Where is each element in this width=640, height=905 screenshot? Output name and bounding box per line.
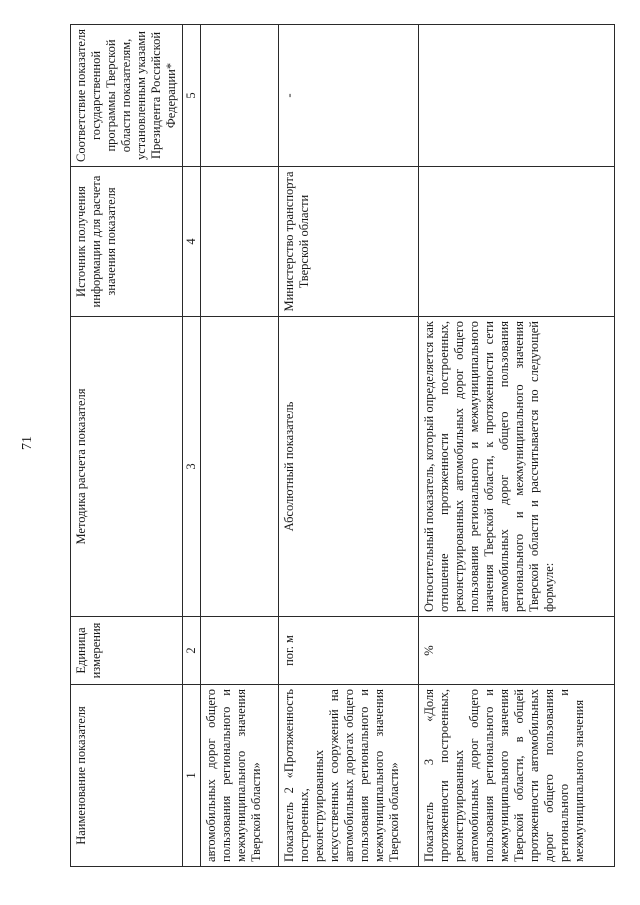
col-number: 4 (183, 167, 201, 317)
indicator-name: Показатель 2 «Протяженность построенных, реконструированных искусственных сооружений на автомобильных дорогах общего пользования регионального и межмуниципального значения Тверской области» (279, 685, 419, 867)
indicator-name: автомобильных дорог общего пользования регионального и межмуниципального значения Тверской области» (201, 685, 279, 867)
indicator-compliance: - (279, 25, 419, 167)
indicator-unit (201, 617, 279, 685)
table-row (201, 25, 279, 867)
indicator-compliance (419, 25, 615, 167)
indicator-source (419, 167, 615, 317)
indicator-unit: пог. м (279, 617, 419, 685)
indicator-method: Абсолютный показатель (279, 317, 419, 617)
header-unit: Единица измерения (71, 617, 183, 685)
col-number: 5 (183, 25, 201, 167)
header-name: Наименование показателя (71, 685, 183, 867)
indicator-name: Показатель 3 «Доля протяженности построенных, реконструированных автомобильных дорог общего пользования регионального и межмуниципального значения Тверской области, в общей протяженности автомобильных дорог общего пользования регионального и межмуниципального значения (419, 685, 615, 867)
page-number: 71 (20, 436, 35, 450)
indicator-compliance (201, 25, 279, 167)
indicator-source (201, 167, 279, 317)
table-row (279, 25, 419, 867)
header-source: Источник получения информации для расчета значения показателя (71, 167, 183, 317)
header-compliance: Соответствие показателя государственной программы Тверской области показателям, установленным указами Президента Российской Федерации* (71, 25, 183, 167)
col-number: 2 (183, 617, 201, 685)
indicators-table (70, 24, 615, 867)
column-number-row (183, 25, 201, 867)
header-row (71, 25, 183, 867)
col-number: 3 (183, 317, 201, 617)
indicator-method (201, 317, 279, 617)
rotated-page (70, 25, 615, 867)
indicator-method: Относительный показатель, который определяется как отношение протяженности построенных, реконструированных автомобильных дорог общего пользования регионального и межмуниципального значения Тверской области, к протяженности сети автомобильных дорог общего пользования регионального и межмуниципального значения Тверской области и рассчитывается по следующей формуле: (419, 317, 615, 617)
indicator-source: Министерство транспорта Тверской области (279, 167, 419, 317)
header-method: Методика расчета показателя (71, 317, 183, 617)
table-row (419, 25, 615, 867)
col-number: 1 (183, 685, 201, 867)
indicator-unit: % (419, 617, 615, 685)
